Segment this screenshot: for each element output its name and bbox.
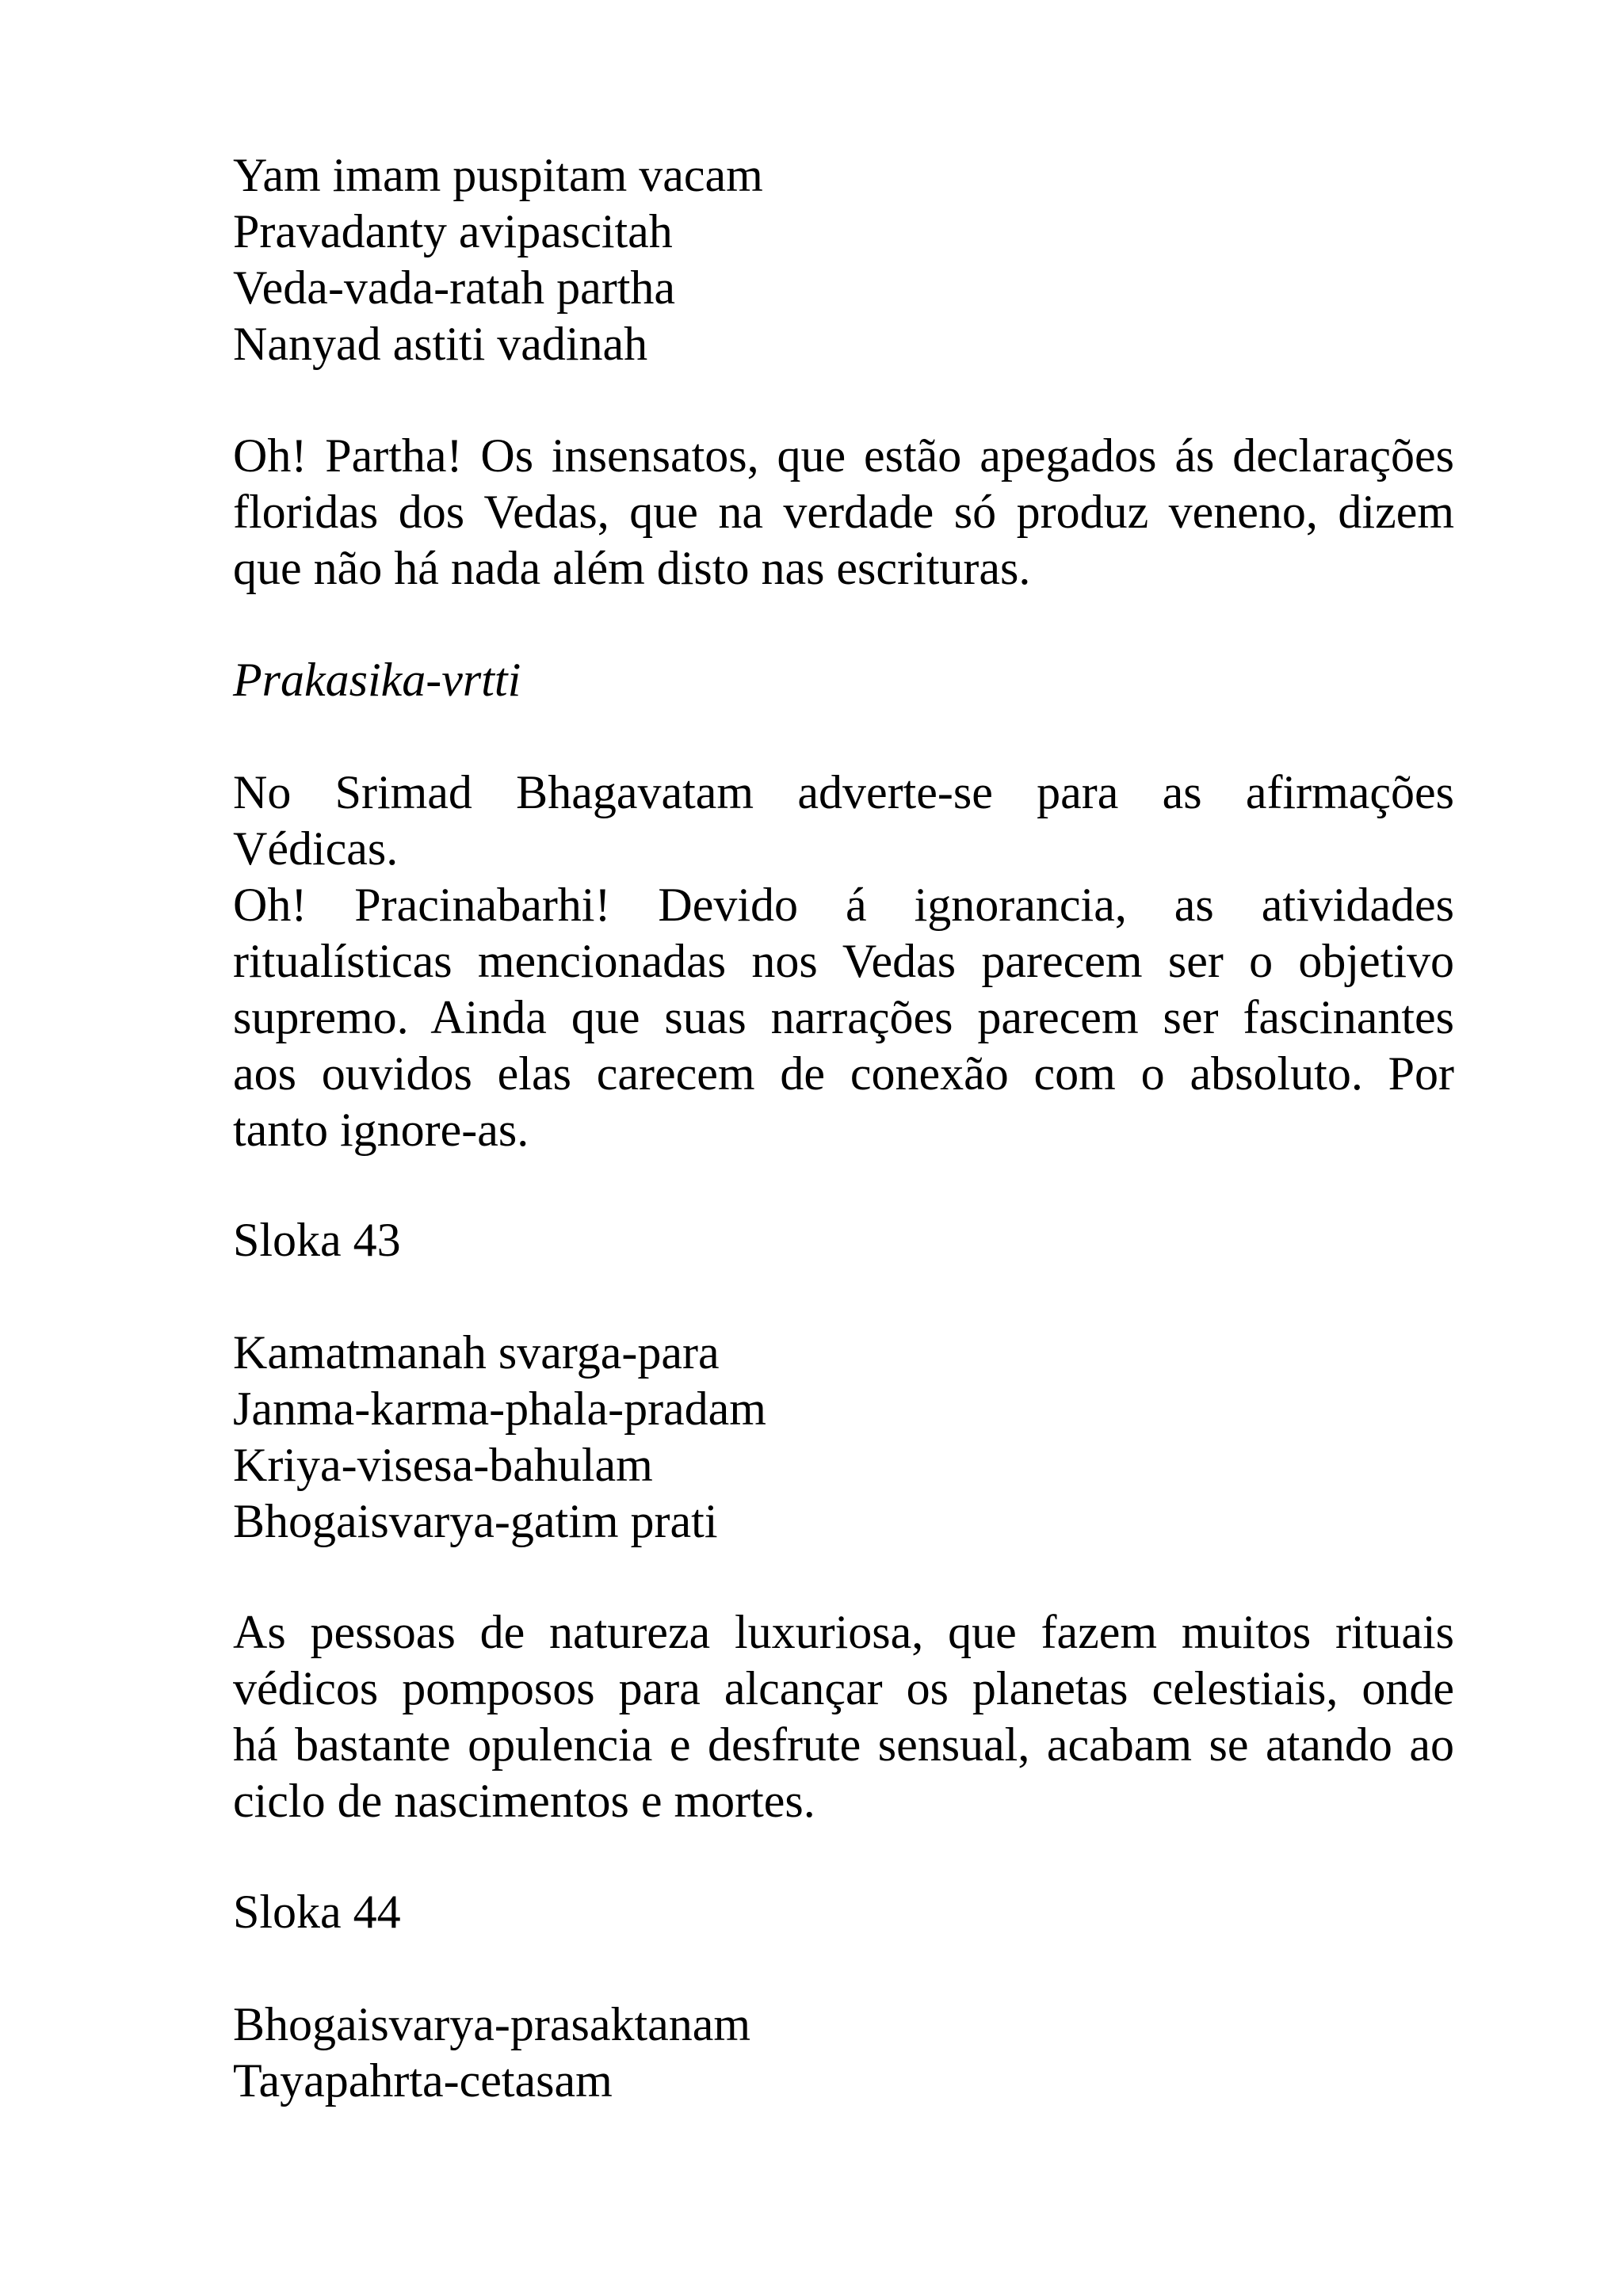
verse-line: Bhogaisvarya-gatim prati xyxy=(233,1495,718,1547)
verse-line: Yam imam puspitam vacam xyxy=(233,149,763,201)
verse-line: Bhogaisvarya-prasaktanam xyxy=(233,1998,751,2050)
sloka-44-verse xyxy=(233,1997,1454,2109)
sloka-43-heading xyxy=(233,1212,1454,1268)
verse-line: Kamatmanah svarga-para xyxy=(233,1326,720,1379)
verse-line: Kriya-visesa-bahulam xyxy=(233,1439,653,1491)
verse-line: Nanyad astiti vadinah xyxy=(233,318,648,370)
sloka-heading-text: Sloka 44 xyxy=(233,1886,401,1938)
commentary-line: tanto ignore-as. xyxy=(233,1104,529,1156)
translation-line: ciclo de nascimentos e mortes. xyxy=(233,1775,815,1827)
translation-line: floridas dos Vedas, que na verdade só produz veneno, dizem xyxy=(233,486,1454,538)
sloka-heading-text: Sloka 43 xyxy=(233,1214,401,1266)
verse-line: Tayapahrta-cetasam xyxy=(233,2054,613,2107)
commentary-line: No Srimad Bhagavatam adverte-se para as afirmações xyxy=(233,766,1454,818)
commentary-heading xyxy=(233,652,1454,708)
translation-line: védicos pomposos para alcançar os planetas celestiais, onde xyxy=(233,1662,1454,1714)
commentary-body xyxy=(233,765,1454,1158)
translation-line: que não há nada além disto nas escrituras. xyxy=(233,542,1031,594)
translation-line: Oh! Partha! Os insensatos, que estão apegados ás declarações xyxy=(233,429,1454,482)
sloka-43-translation xyxy=(233,1604,1454,1829)
translation-line: As pessoas de natureza luxuriosa, que fazem muitos rituais xyxy=(233,1606,1454,1658)
verse-line: Pravadanty avipascitah xyxy=(233,205,673,257)
commentary-line: supremo. Ainda que suas narrações parecem ser fascinantes xyxy=(233,991,1454,1043)
sloka-42-verse xyxy=(233,147,1454,372)
sloka-42-translation xyxy=(233,428,1454,597)
commentary-line: Védicas. xyxy=(233,822,399,875)
sloka-44-heading xyxy=(233,1884,1454,1940)
commentary-line: aos ouvidos elas carecem de conexão com o absoluto. Por xyxy=(233,1047,1454,1100)
translation-line: há bastante opulencia e desfrute sensual, acabam se atando ao xyxy=(233,1718,1454,1771)
verse-line: Janma-karma-phala-pradam xyxy=(233,1383,766,1435)
commentary-line: ritualísticas mencionadas nos Vedas parecem ser o objetivo xyxy=(233,935,1454,987)
commentary-heading-text: Prakasika-vrtti xyxy=(233,654,521,706)
sloka-43-verse xyxy=(233,1325,1454,1550)
commentary-line: Oh! Pracinabarhi! Devido á ignorancia, as atividades xyxy=(233,879,1454,931)
verse-line: Veda-vada-ratah partha xyxy=(233,261,675,314)
